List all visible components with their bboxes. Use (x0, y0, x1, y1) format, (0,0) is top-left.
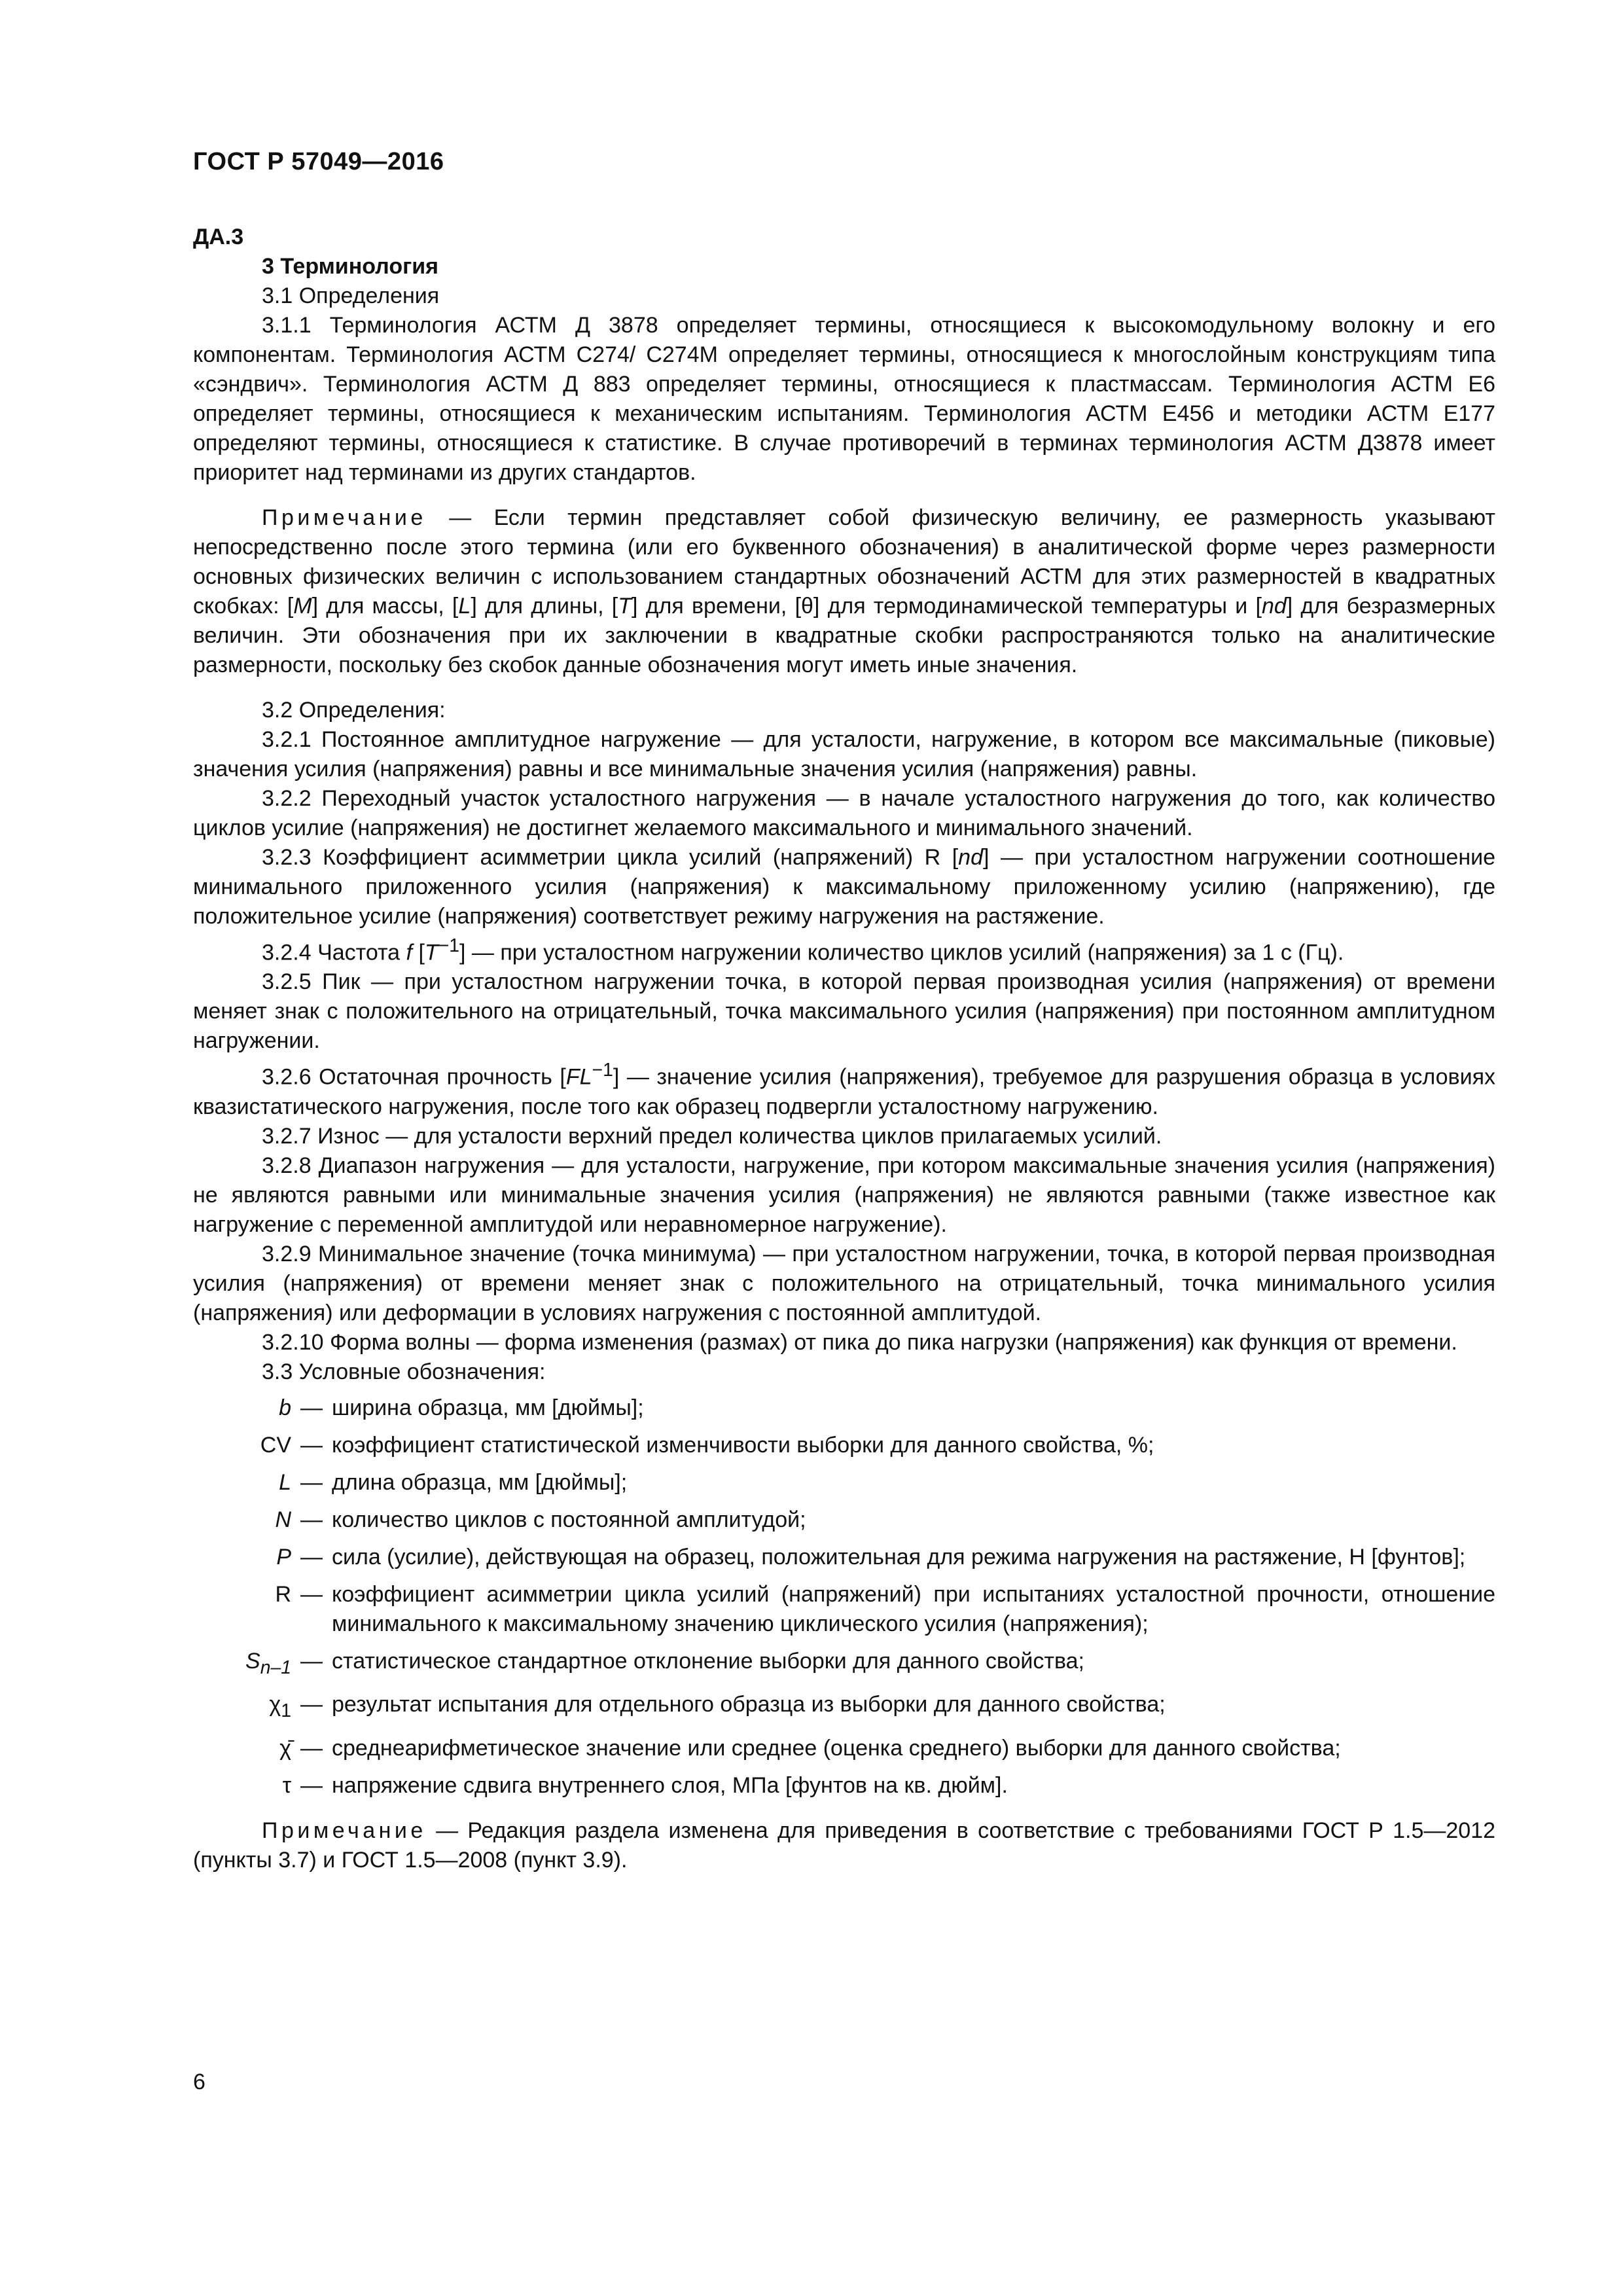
appendix-label: ДА.3 (193, 224, 244, 249)
paragraph-3-1-1: 3.1.1 Терминология АСТМ Д 3878 определяет термины, относящиеся к высокомодульному волокну и его компонентам. Терминология АСТМ С274/ С274М определяет термины, относящиеся к многослойным конструкциям типа «сэндвич». Терминология АСТМ Д 883 определяет термины, относящиеся к пластмассам. Терминология АСТМ Е6 определяет термины, относящиеся к механическим испытаниям. Терминология АСТМ Е456 и методики АСТМ Е177 определяют термины, относящиеся к статистике. В случае противоречий в терминах терминология АСТМ Д3878 имеет приоритет над терминами из других стандартов. (193, 313, 1495, 485)
document-body (193, 223, 1495, 1875)
symbols-list (193, 1393, 1495, 1801)
symbol-row-b: b — ширина образца, мм [дюймы]; (279, 1395, 644, 1420)
symbol-row-r: R — коэффициент асимметрии цикла усилий (напряжений) при испытаниях усталостной прочности, отношение минимального к максимальному значению циклического усилия (напряжения); (275, 1581, 1495, 1636)
symbol-row-s: $S_{n-1}$ — статистическое стандартное отклонение выборки для данного свойства; (245, 1648, 1085, 1678)
note-label-2: Примечание (262, 1818, 427, 1844)
note-paragraph-2: Примечание — Редакция раздела изменена для приведения в соответствие с требованиями ГОСТ Р 1.5—2012 (пункты 3.7) и ГОСТ 1.5—2008 (пункт 3.9). (193, 1818, 1495, 1873)
definition-3-2-8: 3.2.8 Диапазон нагружения — для усталости, нагружение, при котором максимальные значения усилия (напряжения) не являются равными или минимальные значения усилия (напряжения) не являются равными (также известное как нагружение с переменной амплитудой или неравномерное нагружение). (193, 1153, 1495, 1237)
section-title: 3 Терминология (262, 254, 438, 279)
definition-3-2-9: 3.2.9 Минимальное значение (точка минимума) — при усталостном нагружении, точка, в которой первая производная усилия (напряжения) от времени меняет знак с положительного на отрицательный, точка минимального усилия (напряжения) или деформации в условиях нагружения с постоянной амплитудой. (193, 1241, 1495, 1325)
definition-3-2-10: 3.2.10 Форма волны — форма изменения (размах) от пика до пика нагрузки (напряжения) как функция от времени. (262, 1329, 1457, 1355)
note-paragraph: Примечание — Если термин представляет собой физическую величину, ее размерность указывают непосредственно после этого термина (или его буквенного обозначения) в аналитической форме через размерности основных физических величин с использованием стандартных обозначений АСТМ для этих размерностей в квадратных скобках: [M] для массы, [L] для длины, [T] для времени, [θ] для термодинамической температуры и [nd] для безразмерных величин. Эти обозначения при их заключении в квадратные скобки распространяются только на аналитические размерности, поскольку без скобок данные обозначения могут иметь иные значения. (193, 505, 1495, 677)
definition-3-2-7: 3.2.7 Износ — для усталости верхний предел количества циклов прилагаемых усилий. (262, 1123, 1162, 1149)
subsection-heading-3-3: 3.3 Условные обозначения: (262, 1359, 546, 1384)
symbol-row-l: L — длина образца, мм [дюймы]; (279, 1469, 628, 1495)
definition-3-2-4: 3.2.4 Частота f $[T^{-1}]$ — при усталостном нагружении количество циклов усилий (напряжения) за 1 с (Гц). (262, 935, 1344, 965)
symbol-row-chi-mean: χ̄ — среднеарифметическое значение или среднее (оценка среднего) выборки для данного свойства; (279, 1736, 1341, 1761)
document-header: ГОСТ Р 57049—2016 (193, 148, 444, 175)
page-number: 6 (193, 2070, 205, 2094)
symbol-row-p: P — сила (усилие), действующая на образец, положительная для режима нагружения на растяжение, Н [фунтов]; (276, 1544, 1466, 1570)
definition-3-2-6: 3.2.6 Остаточная прочность $[FL^{-1}]$ — значение усилия (напряжения), требуемое для разрушения образца в условиях квазистатического нагружения, после того как образец подвергли усталостному нагружению. (193, 1060, 1495, 1119)
symbol-row-cv: CV — коэффициент статистической изменчивости выборки для данного свойства, %; (260, 1432, 1154, 1458)
symbol-row-tau: τ — напряжение сдвига внутреннего слоя, МПа [фунтов на кв. дюйм]. (282, 1773, 1008, 1799)
symbol-row-chi1: $\chi_1$ — результат испытания для отдельного образца из выборки для данного свойства; (269, 1692, 1166, 1722)
note-label: Примечание (262, 505, 427, 530)
definition-3-2-5: 3.2.5 Пик — при усталостном нагружении точка, в которой первая производная усилия (напряжения) от времени меняет знак с положительного на отрицательный, точка максимального усилия (напряжения) при постоянном амплитудном нагружении. (193, 969, 1495, 1054)
symbol-row-n: N — количество циклов с постоянной амплитудой; (275, 1507, 806, 1532)
definition-3-2-2: 3.2.2 Переходный участок усталостного нагружения — в начале усталостного нагружения до того, как количество циклов усилие (напряжения) не достигнет желаемого максимального и минимального значений. (193, 786, 1495, 840)
definition-3-2-3: 3.2.3 Коэффициент асимметрии цикла усилий (напряжений) R [nd] — при усталостном нагружении соотношение минимального приложенного усилия (напряжения) к максимальному приложенному усилию (напряжению), где положительное усилие (напряжения) соответствует режиму нагружения на растяжение. (193, 845, 1495, 929)
subsection-heading-3-2: 3.2 Определения: (262, 698, 446, 723)
subsection-heading-3-1: 3.1 Определения (262, 283, 440, 308)
definition-3-2-1: 3.2.1 Постоянное амплитудное нагружение — для усталости, нагружение, в котором все максимальные (пиковые) значения усилия (напряжения) равны и все минимальные значения усилия (напряжения) равны. (193, 727, 1495, 781)
